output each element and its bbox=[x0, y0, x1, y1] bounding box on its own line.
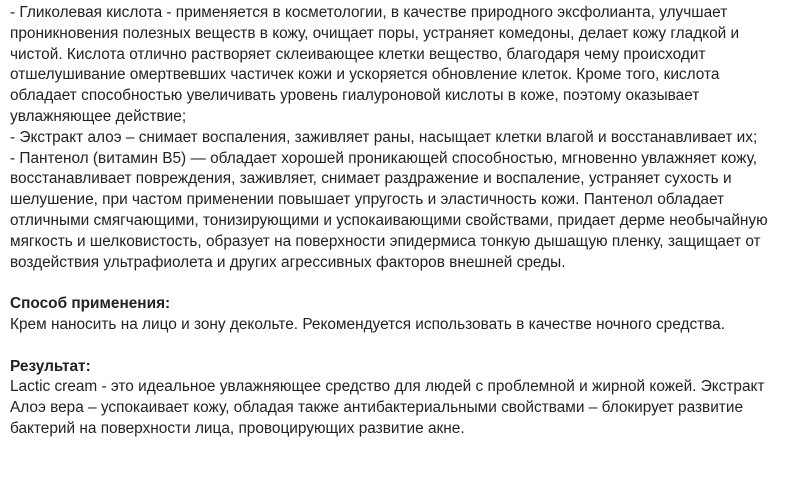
result-line: Lactic cream - это идеальное увлажняющее средство для людей с проблемной и жирной кожей. Экстракт bbox=[10, 378, 765, 396]
ingredients-line: шелушение, при частом применении повышает упругость и эластичность кожи. Пантенол обладает bbox=[10, 191, 725, 209]
ingredients-line: мягкость и шелковистость, образует на поверхности эпидермиса тонкую дышащую пленку, защищает от bbox=[10, 232, 761, 250]
ingredients-line: - Экстракт алоэ – снимает воспаления, заживляет раны, насыщает клетки влагой и восстанавливает их; bbox=[10, 128, 758, 146]
ingredients-line: проникновения полезных веществ в кожу, очищает поры, устраняет комедоны, делает кожу гладкой и bbox=[10, 24, 740, 42]
paragraph-gap bbox=[10, 273, 790, 294]
ingredients-line: восстанавливает повреждения, заживляет, снимает раздражение и воспаление, устраняет сухость и bbox=[10, 170, 732, 188]
ingredients-line: воздействия ультрафиолета и других агрессивных факторов внешней среды. bbox=[10, 253, 566, 271]
ingredients-line: увлажняющее действие; bbox=[10, 107, 187, 125]
ingredients-line: - Гликолевая кислота - применяется в косметологии, в качестве природного эксфолианта, улучшает bbox=[10, 4, 728, 21]
ingredients-section bbox=[10, 3, 790, 273]
result-heading: Результат: bbox=[10, 357, 91, 375]
usage-line: Крем наносить на лицо и зону декольте. Рекомендуется использовать в качестве ночного средства. bbox=[10, 315, 726, 333]
result-section bbox=[10, 357, 790, 440]
ingredients-line: отличными смягчающими, тонизирующими и успокаивающими свойствами, придает дерме необычайную bbox=[10, 211, 768, 229]
usage-section bbox=[10, 294, 790, 336]
ingredients-line: чистой. Кислота отлично растворяет склеивающее клетки вещество, благодаря чему происходит bbox=[10, 45, 706, 63]
ingredients-line: обладает способностью увеличивать уровень гиалуроновой кислоты в коже, поэтому оказывает bbox=[10, 87, 700, 105]
result-line: Алоэ вера – успокаивает кожу, обладая также антибактериальными свойствами – блокирует развитие bbox=[10, 399, 743, 417]
result-line: бактерий на поверхности лица, провоцирующих развитие акне. bbox=[10, 419, 465, 437]
usage-heading: Способ применения: bbox=[10, 295, 171, 313]
ingredients-line: - Пантенол (витамин B5) — обладает хорошей проникающей способностью, мгновенно увлажняет кожу, bbox=[10, 149, 758, 167]
paragraph-gap bbox=[10, 336, 790, 357]
ingredients-line: отшелушивание омертвевших частичек кожи и ускоряется обновление клеток. Кроме того, кислота bbox=[10, 66, 720, 84]
